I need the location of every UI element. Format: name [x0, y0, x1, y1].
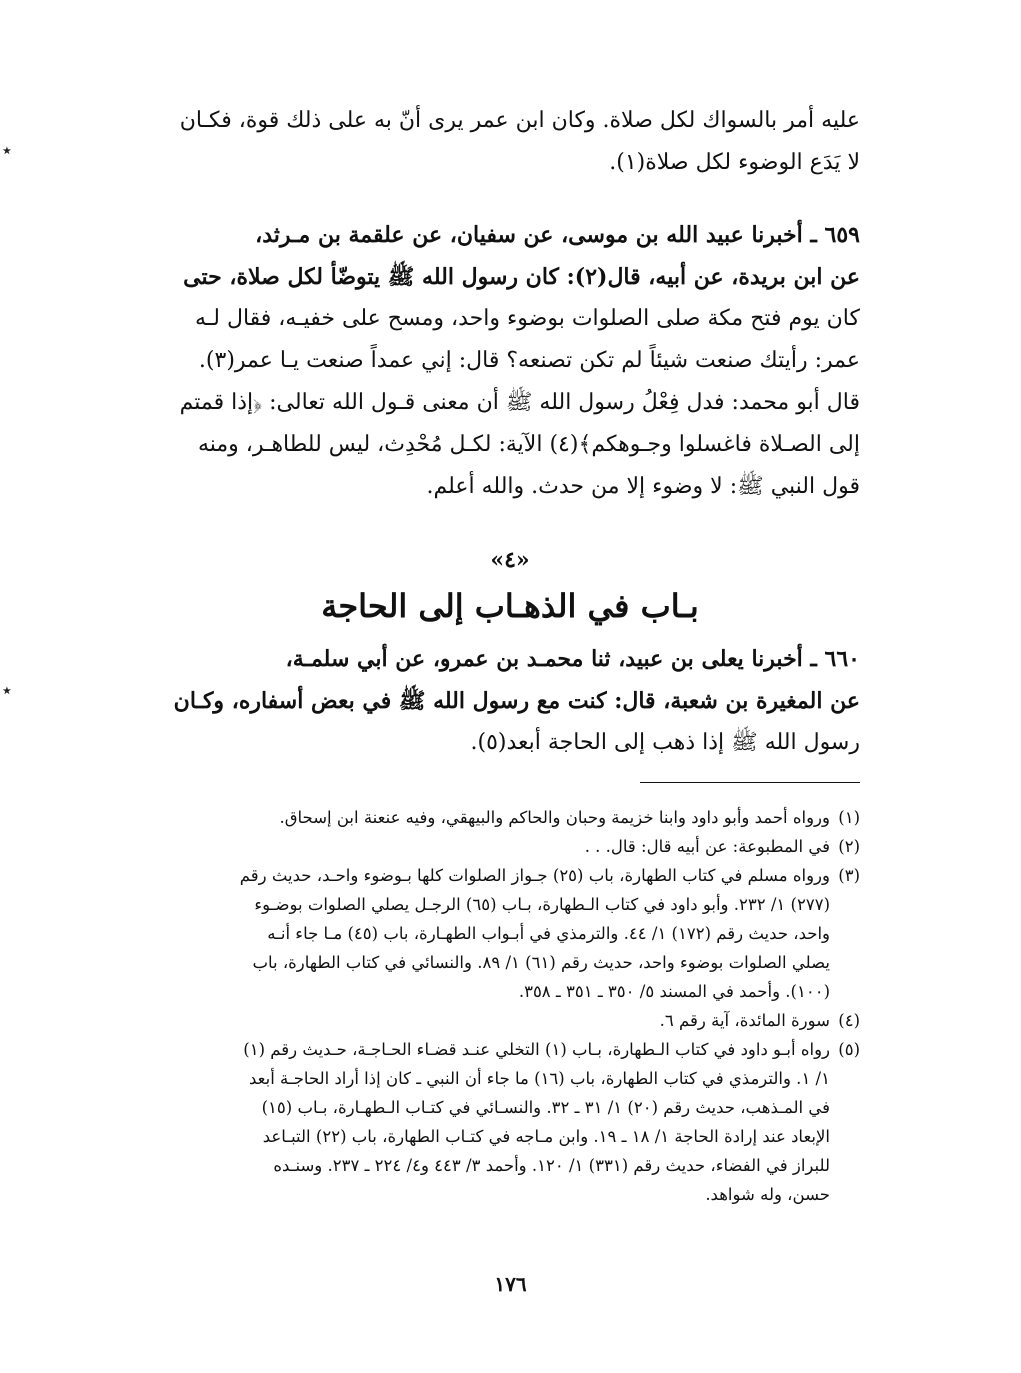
hadith-659-line: عن ابن بريدة، عن أبيه، قال(٢): كان رسول الله ﷺ يتوضّأ لكل صلاة، حتى: [183, 264, 860, 290]
hadith-659-line: قال أبو محمد: فدل فِعْلُ رسول الله ﷺ أن معنى قـول الله تعالى: ﴿إذا قمتم: [179, 390, 860, 415]
section-title: بـاب في الذهـاب إلى الحاجة: [321, 587, 699, 625]
hadith-660: [160, 638, 860, 764]
footnote-text: رواه أبـو داود في كتاب الـطهارة، بـاب (١) التخلي عنـد قضـاء الحـاجـة، حـديث رقم (١): [243, 1040, 830, 1059]
footnote-text: يصلي الصلوات بوضوء واحد، حديث رقم (٦١) ١/ ٨٩. والنسائي في كتاب الطهارة، باب: [252, 953, 830, 972]
hadith-660-line: رسول الله ﷺ إذا ذهب إلى الحاجة أبعد(٥).: [470, 730, 860, 755]
hadith-659-line: كان يوم فتح مكة صلى الصلوات بوضوء واحد، ومسح على خفيـه، فقال لـه: [195, 306, 860, 331]
footnote-line: [160, 803, 860, 832]
footnote-text: ورواه أحمد وأبو داود وابنا خزيمة وحبان والحاكم والبيهقي، وفيه عنعنة ابن إسحاق.: [279, 808, 830, 827]
footnote-text: في المطبوعة: عن أبيه قال: قال. . .: [584, 837, 830, 856]
footnote-text: ١/ ١. والترمذي في كتاب الطهارة، باب (١٦) ما جاء أن النبي ـ كان إذا أراد الحاجـة أبعد: [249, 1069, 830, 1088]
footnote-number: (٢): [838, 837, 860, 856]
footnote-text: حسن، وله شواهد.: [705, 1185, 830, 1204]
hadith-659-isnad-line: ٦٥٩ ـ أخبرنا عبيد الله بن موسى، عن سفيان، عن علقمة بن مـرثد،: [255, 222, 860, 248]
footnote-line: [160, 861, 860, 890]
footnote-text: في المـذهب، حديث رقم (٢٠) ١/ ٣١ ـ ٣٢. والنسـائي في كتـاب الـطهـارة، بـاب (١٥): [261, 1098, 830, 1117]
section-number: «٤»: [490, 547, 530, 573]
footnote: [160, 1035, 860, 1209]
page-body: [160, 100, 860, 1209]
hadith-660-line: عن المغيرة بن شعبة، قال: كنت مع رسول الله ﷺ في بعض أسفاره، وكـان: [173, 688, 860, 714]
footnote-number: (٥): [838, 1040, 860, 1059]
footnote-number: (٤): [838, 1011, 860, 1030]
page-number: ١٧٦: [494, 1272, 527, 1296]
margin-mark-middle: ٭: [2, 680, 12, 701]
footnote-text: ورواه مسلم في كتاب الطهارة، باب (٢٥) جـواز الصلوات كلها بـوضوء واحـد، حديث رقم: [239, 866, 830, 885]
footnote-text: واحد، حديث رقم (١٧٢) ١/ ٤٤. والترمذي في أبـواب الطهـارة، باب (٤٥) مـا جاء أنـه: [267, 924, 830, 943]
intro-line: عليه أمر بالسواك لكل صلاة. وكان ابن عمر يرى أنّ به على ذلك قوة، فكـان: [179, 108, 860, 133]
footnote: [160, 803, 860, 832]
intro-paragraph: [160, 100, 860, 184]
footnote-number: (١): [838, 808, 860, 827]
intro-line: لا يَدَع الوضوء لكل صلاة(١).: [609, 150, 860, 175]
footnote: [160, 1006, 860, 1035]
hadith-659-line: عمر: رأيتك صنعت شيئاً لم تكن تصنعه؟ قال: إني عمداً صنعت يـا عمر(٣).: [198, 348, 860, 373]
hadith-659-line: إلى الصـلاة فاغسلوا وجـوهكم﴾(٤) الآية: لكـل مُحْدِث، ليس للطاهـر، ومنه: [197, 432, 860, 457]
margin-mark-top: ٭: [2, 140, 12, 161]
footnote-line: [160, 1035, 860, 1064]
footnote-line: [160, 832, 860, 861]
hadith-659-line: قول النبي ﷺ: لا وضوء إلا من حدث. والله أعلم.: [426, 474, 860, 499]
footnote-text: (١٠٠). وأحمد في المسند ٥/ ٣٥٠ ـ ٣٥١ ـ ٣٥٨.: [518, 982, 830, 1001]
footnote: [160, 832, 860, 861]
footnotes: [160, 803, 860, 1209]
hadith-659: [160, 214, 860, 508]
footnote-text: الإبعاد عند إرادة الحاجة ١/ ١٨ ـ ١٩. وابن مـاجه في كتـاب الطهارة، باب (٢٢) التبـاعد: [262, 1127, 830, 1146]
footnote-divider: [640, 782, 860, 783]
footnote-text: للبراز في الفضاء، حديث رقم (٣٣١) ١/ ١٢٠. وأحمد ٣/ ٤٤٣ و٤/ ٢٢٤ ـ ٢٣٧. وسنـده: [273, 1156, 830, 1175]
footnote-line: [160, 1006, 860, 1035]
footnote-text: سورة المائدة، آية رقم ٦.: [659, 1011, 830, 1030]
footnote-number: (٣): [838, 866, 860, 885]
footnote-text: (٢٧٧) ١/ ٢٣٢. وأبو داود في كتاب الـطهارة، بـاب (٦٥) الرجـل يصلي الصلوات بوضـوء: [254, 895, 830, 914]
hadith-660-isnad-line: ٦٦٠ ـ أخبرنا يعلى بن عبيد، ثنا محمـد بن عمرو، عن أبي سلمـة،: [285, 646, 860, 672]
footnote: [160, 861, 860, 1006]
